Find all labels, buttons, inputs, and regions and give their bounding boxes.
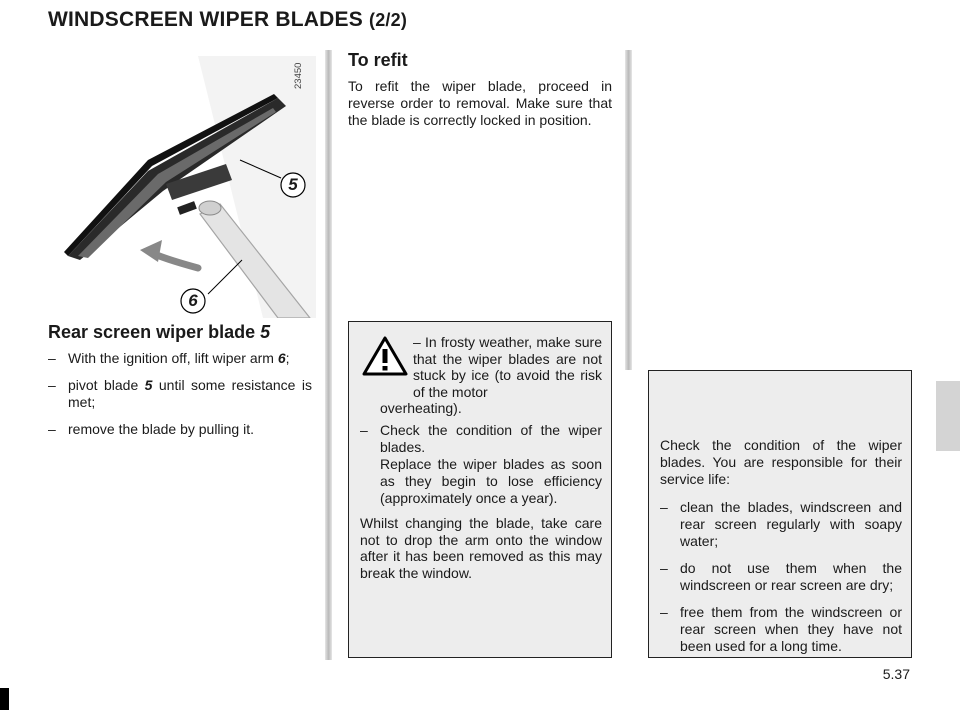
rear-blade-step-1: – With the ignition off, lift wiper arm 6; — [48, 350, 312, 367]
warning-item-1: – In frosty weather, make sure that the wiper blades are not stuck by ice (to avoid the risk of the motor — [413, 334, 602, 400]
callout-6 — [180, 288, 206, 314]
title-suffix: (2/2) — [369, 10, 408, 30]
column-divider-right — [625, 50, 632, 370]
info-item: – free them from the windscreen or rear screen when they have not been used for a long time. — [660, 604, 902, 655]
rear-blade-steps — [48, 350, 312, 448]
info-item: – do not use them when the windscreen or rear screen are dry; — [660, 560, 902, 594]
page-title — [48, 8, 407, 32]
info-item: – clean the blades, windscreen and rear screen regularly with soapy water; — [660, 499, 902, 550]
title-text: WINDSCREEN WIPER BLADES — [48, 8, 363, 31]
rear-blade-step-2: – pivot blade 5 until some resistance is met; — [48, 377, 312, 411]
rear-blade-heading-ref: 5 — [260, 322, 271, 342]
warning-item-1-end: overheating). — [380, 400, 462, 416]
callout-5 — [280, 172, 306, 198]
rear-blade-heading-text: Rear screen wiper blade — [48, 322, 256, 342]
section-tab-marker — [936, 381, 960, 451]
page-number: 5.37 — [882, 666, 910, 682]
callout-6-label: 6 — [188, 291, 198, 310]
warning-item-2: – Check the condition of the wiper blades. Replace the wiper blades as soon as they begin to lose efficiency (approximately once a year). — [360, 422, 602, 507]
figure-number: 23450 — [293, 62, 304, 90]
rear-blade-heading — [48, 322, 270, 343]
rear-blade-step-3: – remove the blade by pulling it. — [48, 421, 312, 438]
warning-list — [360, 422, 602, 515]
info-box — [648, 370, 912, 658]
refit-heading: To refit — [348, 50, 408, 70]
arm-pivot — [199, 201, 221, 215]
crop-mark — [0, 688, 9, 710]
callout-5-label: 5 — [288, 175, 298, 194]
warning-triangle-icon — [362, 336, 408, 376]
refit-text: To refit the wiper blade, proceed in reverse order to removal. Make sure that the blade is correctly locked in position. — [348, 78, 612, 128]
warning-closing: Whilst changing the blade, take care not to drop the arm onto the window after it has been removed as this may break the window. — [360, 515, 602, 581]
leader-line-6 — [208, 260, 242, 294]
info-list — [660, 499, 902, 665]
warning-box — [348, 321, 612, 658]
wiper-blade-drawing — [48, 56, 316, 318]
column-divider-left — [325, 50, 332, 660]
wiper-illustration — [48, 56, 316, 318]
info-intro: Check the condition of the wiper blades. You are responsible for their service life: — [660, 437, 902, 487]
blade-clip — [177, 201, 197, 215]
